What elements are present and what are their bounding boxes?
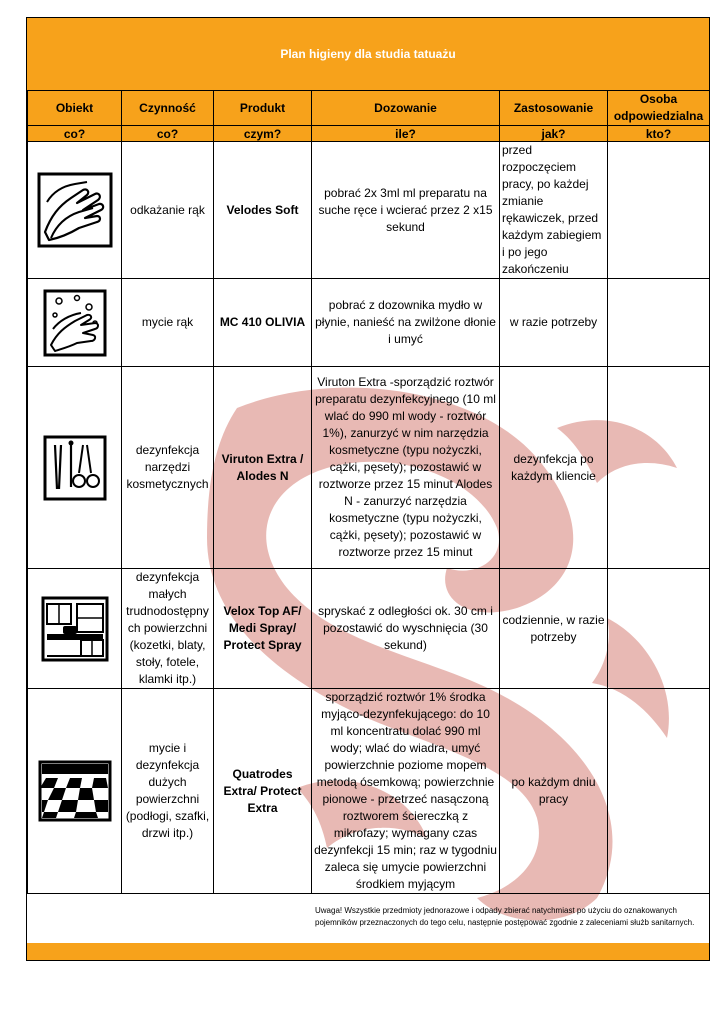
cell-zastosowanie: przed rozpoczęciem pracy, po każdej zmianie rękawiczek, przed każdym zabiegiem i po jego zakończeniu bbox=[500, 142, 608, 279]
subheader-zastosowanie: jak? bbox=[500, 126, 608, 142]
cell-dozowanie: pobrać z dozownika mydło w płynie, nanieść na zwilżone dłonie i umyć bbox=[312, 279, 500, 367]
header-obiekt: Obiekt bbox=[28, 91, 122, 126]
cell-zastosowanie: dezynfekcja po każdym kliencie bbox=[500, 367, 608, 569]
cell-produkt: Quatrodes Extra/ Protect Extra bbox=[214, 689, 312, 894]
subheader-produkt: czym? bbox=[214, 126, 312, 142]
instruments-icon bbox=[43, 435, 107, 501]
cell-osoba bbox=[608, 279, 710, 367]
row-icon-cell bbox=[28, 569, 122, 689]
cell-czynnosc: odkażanie rąk bbox=[122, 142, 214, 279]
subheader-row bbox=[28, 126, 710, 142]
disposal-note: Uwaga! Wszystkie przedmioty jednorazowe i odpady zbierać natychmiast po użyciu do oznakowanych pojemników przeznaczonych do tego celu, następnie postępować zgodnie z zaleceniami służb sanitarnych. bbox=[315, 906, 695, 927]
row-icon-cell bbox=[28, 367, 122, 569]
cell-czynnosc: mycie rąk bbox=[122, 279, 214, 367]
row-icon-cell bbox=[28, 279, 122, 367]
table-row bbox=[28, 279, 710, 367]
subheader-obiekt: co? bbox=[28, 126, 122, 142]
hygiene-table bbox=[27, 90, 710, 894]
table-row bbox=[28, 569, 710, 689]
hand-wash-icon bbox=[43, 289, 107, 357]
title-band bbox=[27, 18, 709, 90]
cell-czynnosc: dezynfekcja małych trudnodostępny ch powierzchni (kozetki, blaty, stoły, fotele, klamki itp.) bbox=[122, 569, 214, 689]
subheader-osoba: kto? bbox=[608, 126, 710, 142]
cell-produkt: Viruton Extra / Alodes N bbox=[214, 367, 312, 569]
header-zastosowanie: Zastosowanie bbox=[500, 91, 608, 126]
cell-osoba bbox=[608, 142, 710, 279]
table-row bbox=[28, 689, 710, 894]
table-row bbox=[28, 367, 710, 569]
hygiene-plan-sheet bbox=[26, 17, 710, 961]
row-icon-cell bbox=[28, 142, 122, 279]
table-row bbox=[28, 142, 710, 279]
cell-zastosowanie: w razie potrzeby bbox=[500, 279, 608, 367]
cell-produkt: Velodes Soft bbox=[214, 142, 312, 279]
subheader-czynnosc: co? bbox=[122, 126, 214, 142]
cell-czynnosc: dezynfekcja narzędzi kosmetycznych bbox=[122, 367, 214, 569]
floor-tiles-icon bbox=[38, 760, 112, 822]
cell-dozowanie: sporządzić roztwór 1% środka myjąco-dezynfekującego: do 10 ml koncentratu dolać 990 ml wody; wlać do wiadra, umyć powierzchnie poziome mopem metodą ósemkową; powierzchnie pionowe - przetrzeć nasączoną roztworem ściereczką z mikrofazy; wymagany czas dezynfekcji 15 min; raz w tygodniu zaleca się umycie powierzchni środkiem myjącym bbox=[312, 689, 500, 894]
cell-dozowanie: Viruton Extra -sporządzić roztwór preparatu dezynfekcyjnego (10 ml wlać do 990 ml wody - roztwór 1%), zanurzyć w nim narzędzia kosmetyczne (typu nożyczki, cążki, pęsety); pozostawić w roztworze przez 15 minut Alodes N - zanurzyć narzędzia kosmetyczne (typu nożyczki, cążki, pęsety); pozostawić w roztworze przez 15 minut bbox=[312, 367, 500, 569]
cell-produkt: MC 410 OLIVIA bbox=[214, 279, 312, 367]
cell-czynnosc: mycie i dezynfekcja dużych powierzchni (podłogi, szafki, drzwi itp.) bbox=[122, 689, 214, 894]
bottom-band bbox=[27, 943, 709, 960]
furniture-icon bbox=[41, 596, 109, 662]
header-row bbox=[28, 91, 710, 126]
page-title: Plan higieny dla studia tatuażu bbox=[280, 47, 456, 61]
header-czynnosc: Czynność bbox=[122, 91, 214, 126]
header-osoba: Osoba odpowiedzialna bbox=[608, 91, 710, 126]
header-dozowanie: Dozowanie bbox=[312, 91, 500, 126]
cell-zastosowanie: codziennie, w razie potrzeby bbox=[500, 569, 608, 689]
cell-osoba bbox=[608, 569, 710, 689]
subheader-dozowanie: ile? bbox=[312, 126, 500, 142]
header-produkt: Produkt bbox=[214, 91, 312, 126]
cell-osoba bbox=[608, 689, 710, 894]
cell-zastosowanie: po każdym dniu pracy bbox=[500, 689, 608, 894]
row-icon-cell bbox=[28, 689, 122, 894]
hand-rub-icon bbox=[37, 172, 113, 248]
cell-osoba bbox=[608, 367, 710, 569]
cell-dozowanie: spryskać z odległości ok. 30 cm i pozostawić do wyschnięcia (30 sekund) bbox=[312, 569, 500, 689]
cell-produkt: Velox Top AF/ Medi Spray/ Protect Spray bbox=[214, 569, 312, 689]
cell-dozowanie: pobrać 2x 3ml ml preparatu na suche ręce i wcierać przez 2 x15 sekund bbox=[312, 142, 500, 279]
